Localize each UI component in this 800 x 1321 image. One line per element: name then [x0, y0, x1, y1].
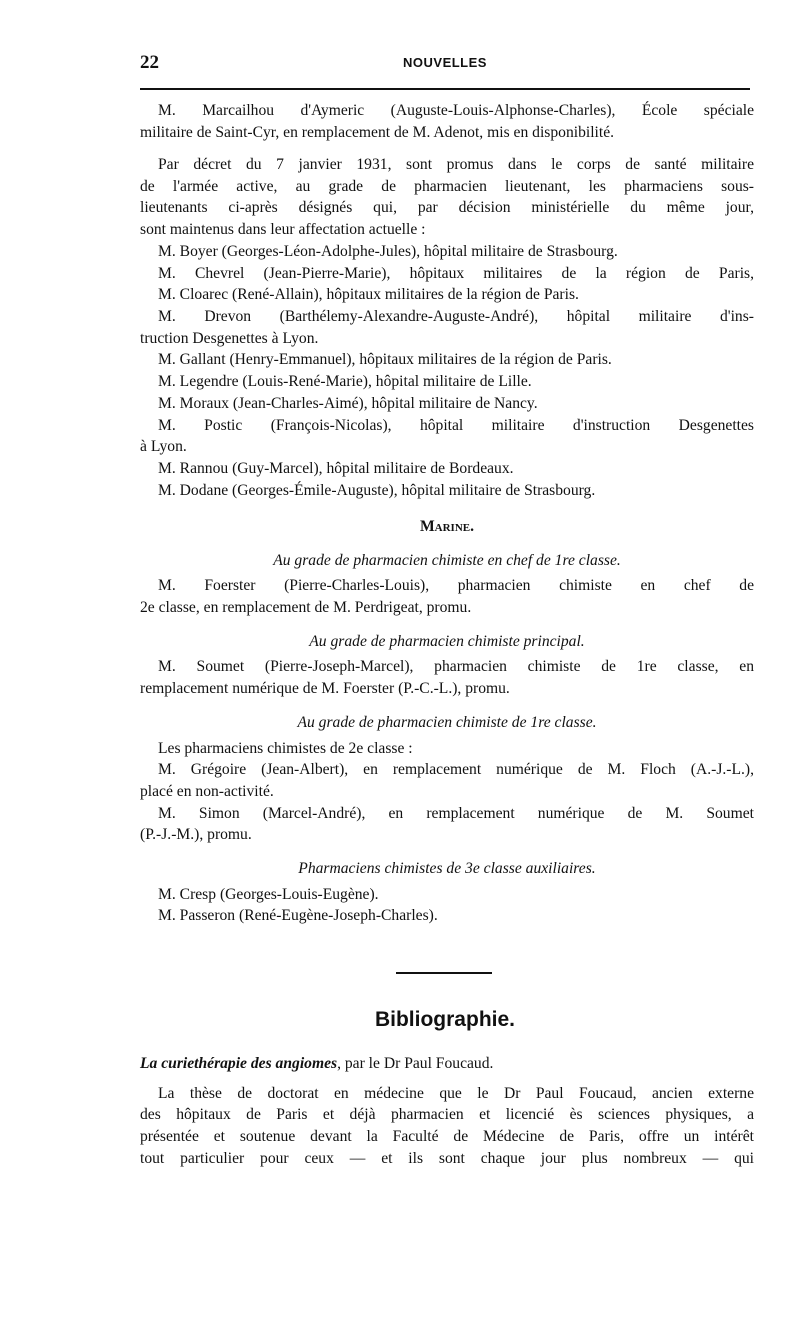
- list-item: truction Desgenettes à Lyon.: [140, 329, 319, 347]
- promotion-list: [140, 241, 754, 501]
- paragraph-line: M. Passeron (René-Eugène-Joseph-Charles).: [158, 907, 438, 925]
- header-rule: [140, 88, 750, 90]
- paragraph-line: Par décret du 7 janvier 1931, sont promus dans le corps de santé militaire: [158, 156, 754, 173]
- paragraph-line: placé en non-activité.: [140, 782, 274, 800]
- paragraph-line: (P.-J.-M.), promu.: [140, 826, 252, 844]
- list-item: M. Rannou (Guy-Marcel), hôpital militaire de Bordeaux.: [158, 459, 514, 477]
- entry-author: , par le Dr Paul Foucaud.: [337, 1055, 494, 1072]
- paragraph-line: 2e classe, en remplacement de M. Perdrigeat, promu.: [140, 599, 472, 617]
- list-item: à Lyon.: [140, 438, 187, 456]
- page-number: 22: [140, 52, 159, 73]
- decree-intro: [140, 154, 754, 241]
- paragraph-line: M. Cresp (Georges-Louis-Eugène).: [158, 885, 379, 903]
- subheading: Au grade de pharmacien chimiste principal.: [309, 632, 585, 650]
- bibliography-section: [140, 1053, 754, 1169]
- paragraph-line: de l'armée active, au grade de pharmacien lieutenant, les pharmaciens sous-: [140, 177, 754, 195]
- section-saint-cyr: [140, 100, 754, 143]
- paragraph-line: lieutenants ci-après désignés qui, par décision ministérielle du même jour,: [140, 199, 754, 217]
- list-item: M. Boyer (Georges-Léon-Adolphe-Jules), hôpital militaire de Strasbourg.: [158, 243, 618, 260]
- section-heading: Marine.: [419, 518, 475, 535]
- list-item: M. Moraux (Jean-Charles-Aimé), hôpital militaire de Nancy.: [158, 394, 538, 412]
- subheading: Au grade de pharmacien chimiste en chef de 1re classe.: [273, 551, 621, 569]
- list-item: M. Chevrel (Jean-Pierre-Marie), hôpitaux militaires de la région de Paris,: [158, 264, 754, 282]
- subheading: Au grade de pharmacien chimiste de 1re classe.: [297, 713, 597, 731]
- marine-section: [140, 516, 754, 927]
- list-item: M. Drevon (Barthélemy-Alexandre-Auguste-André), hôpital militaire d'ins-: [158, 308, 754, 326]
- running-title: NOUVELLES: [403, 55, 487, 70]
- section-divider: [396, 972, 492, 974]
- paragraph-line: sont maintenus dans leur affectation actuelle :: [140, 221, 426, 239]
- entry-title: La curiethérapie des angiomes: [140, 1055, 338, 1072]
- paragraph-line: M. Soumet (Pierre-Joseph-Marcel), pharmacien chimiste de 1re classe, en: [158, 658, 754, 676]
- list-item: M. Dodane (Georges-Émile-Auguste), hôpital militaire de Strasbourg.: [158, 481, 596, 499]
- paragraph-line: présentée et soutenue devant la Faculté de Médecine de Paris, offre un intérêt: [140, 1128, 754, 1146]
- paragraph-line: M. Marcailhou d'Aymeric (Auguste-Louis-Alphonse-Charles), École spéciale: [158, 102, 754, 119]
- bibliography-entry: [140, 1053, 754, 1075]
- paragraph-line: tout particulier pour ceux — et ils sont chaque jour plus nombreux — qui: [140, 1149, 754, 1167]
- page-header: [140, 52, 750, 78]
- list-item: M. Legendre (Louis-René-Marie), hôpital militaire de Lille.: [158, 373, 532, 391]
- paragraph-line: militaire de Saint-Cyr, en remplacement de M. Adenot, mis en disponibilité.: [140, 123, 615, 141]
- paragraph-line: M. Grégoire (Jean-Albert), en remplacement numérique de M. Floch (A.-J.-L.),: [158, 761, 754, 779]
- list-item: M. Postic (François-Nicolas), hôpital militaire d'instruction Desgenettes: [158, 416, 754, 434]
- bibliography-title: Bibliographie.: [374, 1008, 515, 1031]
- list-item: M. Cloarec (René-Allain), hôpitaux militaires de la région de Paris.: [158, 286, 579, 304]
- paragraph-line: des hôpitaux de Paris et déjà pharmacien et licencié ès sciences physiques, a: [140, 1106, 754, 1124]
- paragraph-line: La thèse de doctorat en médecine que le Dr Paul Foucaud, ancien externe: [158, 1084, 754, 1102]
- list-item: M. Gallant (Henry-Emmanuel), hôpitaux militaires de la région de Paris.: [158, 351, 612, 369]
- paragraph-line: Les pharmaciens chimistes de 2e classe :: [158, 739, 413, 757]
- paragraph-line: remplacement numérique de M. Foerster (P.-C.-L.), promu.: [140, 680, 510, 698]
- paragraph-line: M. Foerster (Pierre-Charles-Louis), pharmacien chimiste en chef de: [158, 577, 754, 595]
- subheading: Pharmaciens chimistes de 3e classe auxiliaires.: [298, 859, 596, 877]
- paragraph-line: M. Simon (Marcel-André), en remplacement numérique de M. Soumet: [158, 804, 754, 822]
